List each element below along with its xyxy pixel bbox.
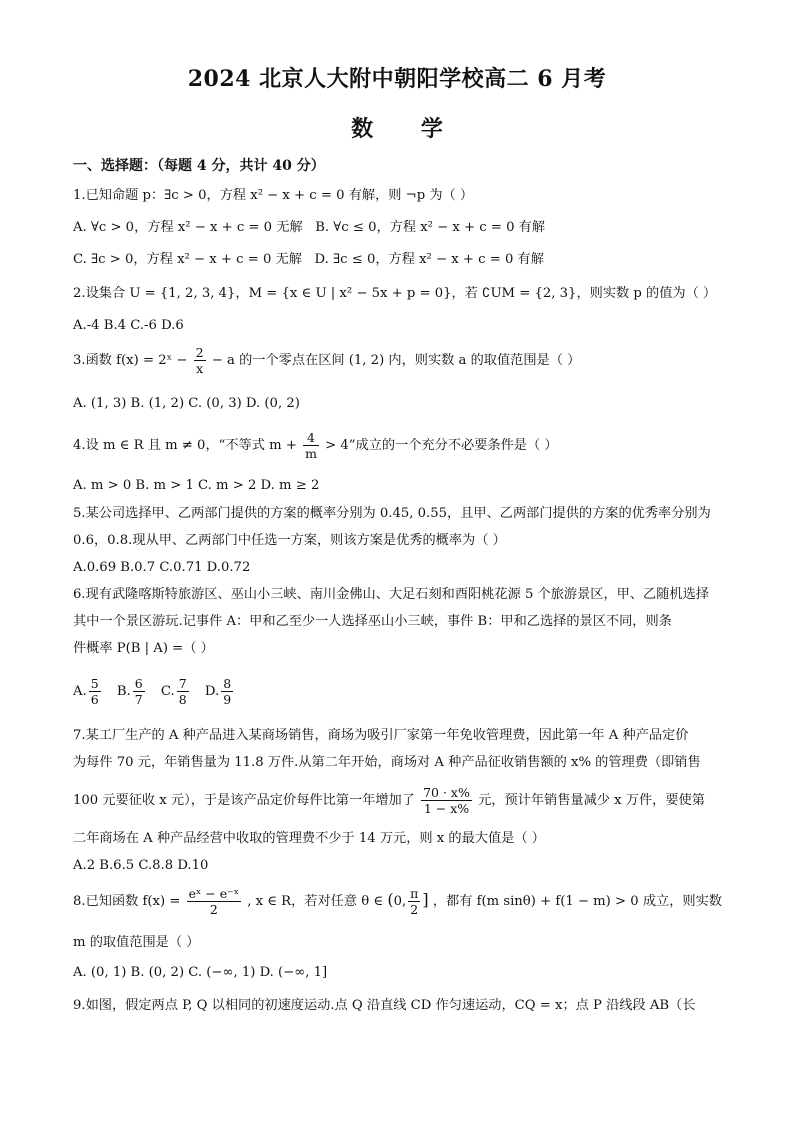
q8-frac-den: 2	[209, 902, 218, 917]
q8-stem-mid: , x ∈ R，若对任意 θ ∈	[247, 894, 384, 909]
q4-stem	[73, 430, 723, 461]
q3-frac-num: 2	[195, 345, 204, 360]
q1-option-d: D. ∃c ≤ 0，方程 x² − x + c = 0 有解	[314, 252, 544, 267]
q4-frac-num: 4	[303, 430, 319, 446]
q4-stem-pre: 4.设 m ∈ R 且 m ≠ 0，“不等式 m +	[73, 438, 297, 453]
q6-line3: 件概率 P(B | A) =（ ）	[73, 641, 214, 656]
q6-line1: 6.现有武隆喀斯特旅游区、巫山小三峡、南川金佛山、大足石刻和酉阳桃花源 5 个旅游景区，甲、乙随机选择	[73, 587, 709, 602]
q2-options: A.-4 B.4 C.-6 D.6	[73, 318, 184, 333]
q8-line2: m 的取值范围是（ ）	[73, 935, 200, 950]
q7-line1: 7.某工厂生产的 A 种产品进入某商场销售，商场为吸引厂家第一年免收管理费，因此第一年 A 种产品定价	[73, 728, 689, 743]
q6-option-a	[73, 676, 103, 707]
q1-stem: 1.已知命题 p：∃c > 0，方程 x² − x + c = 0 有解，则 ¬p 为（ ）	[73, 188, 474, 203]
q6-option-d-den: 9	[223, 692, 232, 707]
q1-options-row2	[73, 249, 723, 271]
q7-frac-num: 70 · x%	[423, 785, 470, 800]
section-heading: 一、选择题：（每题 4 分，共计 40 分）	[73, 158, 325, 174]
q2-stem: 2.设集合 U = {1, 2, 3, 4}，M = {x ∈ U | x² − 5x + p = 0}，若 ∁UM = {2, 3}，则实数 p 的值为（ ）	[73, 286, 717, 301]
q8-stem-pre: 8.已知函数 f(x) =	[73, 894, 181, 909]
q1-option-c: C. ∃c > 0，方程 x² − x + c = 0 无解	[73, 252, 302, 267]
q6-option-a-frac	[89, 676, 101, 707]
q6-option-a-label: A.	[73, 684, 87, 699]
q1-options-row1	[73, 217, 723, 239]
q6-option-c-num: 7	[178, 676, 187, 691]
q8-interval-close: ]	[422, 890, 429, 909]
q5-line2: 0.6，0.8.现从甲、乙两部门中任选一方案，则该方案是优秀的概率为（ ）	[73, 533, 506, 548]
q8-frac-num: eˣ − e⁻ˣ	[188, 886, 239, 901]
q8-interval-open: (	[387, 890, 394, 909]
q1-option-a: A. ∀c > 0，方程 x² − x + c = 0 无解	[73, 220, 303, 235]
q7-frac-den: 1 − x%	[423, 801, 470, 816]
q6-option-d-label: D.	[204, 684, 220, 699]
q8-interval-den: 2	[410, 902, 419, 917]
q4-fraction	[303, 430, 319, 461]
exam-title: 2024 北京人大附中朝阳学校高二 6 月考	[187, 66, 607, 92]
q7-line4: 二年商场在 A 种产品经营中收取的管理费不少于 14 万元，则 x 的最大值是（ ）	[73, 831, 545, 846]
subject-title: 数 学	[351, 116, 443, 142]
q8-stem-post: ，都有 f(m sinθ) + f(1 − m) > 0 成立，则实数	[432, 894, 722, 909]
q6-option-c-frac	[177, 676, 189, 707]
q8-interval-num: π	[410, 886, 419, 901]
q3-fraction	[194, 345, 206, 376]
q6-option-b	[116, 676, 147, 707]
q3-frac-den: x	[196, 361, 204, 376]
q6-option-a-num: 5	[90, 676, 99, 691]
q7-line2: 为每件 70 元，年销售量为 11.8 万件.从第二年开始，商场对 A 种产品征收销售额的 x% 的管理费（即销售	[73, 755, 701, 770]
q8-interval-frac	[408, 886, 420, 917]
q4-options: A. m > 0 B. m > 1 C. m > 2 D. m ≥ 2	[73, 478, 320, 493]
q3-stem	[73, 345, 723, 376]
q7-options: A.2 B.6.5 C.8.8 D.10	[73, 858, 209, 873]
q6-option-c-label: C.	[160, 684, 175, 699]
q7-line3	[73, 785, 723, 816]
q7-fraction	[421, 785, 472, 816]
q1-option-b: B. ∀c ≤ 0，方程 x² − x + c = 0 有解	[315, 220, 546, 235]
q3-stem-post: − a 的一个零点在区间 (1, 2) 内，则实数 a 的取值范围是（ ）	[211, 353, 581, 368]
q6-option-d-num: 8	[223, 676, 232, 691]
q5-options: A.0.69 B.0.7 C.0.71 D.0.72	[73, 560, 251, 575]
q6-option-d	[204, 676, 235, 707]
q6-option-b-num: 6	[134, 676, 143, 691]
q6-option-d-frac	[221, 676, 233, 707]
q3-options: A. (1, 3) B. (1, 2) C. (0, 3) D. (0, 2)	[73, 396, 300, 411]
q6-options	[73, 676, 723, 707]
q8-options: A. (0, 1) B. (0, 2) C. (−∞, 1) D. (−∞, 1]	[73, 965, 328, 980]
q6-option-b-den: 7	[134, 692, 143, 707]
q6-option-c-den: 8	[178, 692, 187, 707]
q8-fraction	[187, 886, 241, 917]
q4-stem-post: > 4”成立的一个充分不必要条件是（ ）	[325, 438, 558, 453]
q9-line1: 9.如图，假定两点 P, Q 以相同的初速度运动.点 Q 沿直线 CD 作匀速运动，CQ = x；点 P 沿线段 AB（长	[73, 998, 696, 1013]
q7-line3-post: 元，预计年销售量减少 x 万件，要使第	[478, 793, 705, 808]
q4-frac-den: m	[305, 446, 317, 461]
q6-option-a-den: 6	[90, 692, 99, 707]
q6-line2: 其中一个景区游玩.记事件 A：甲和乙至少一人选择巫山小三峡，事件 B：甲和乙选择的景区不同，则条	[73, 614, 672, 629]
q7-line3-pre: 100 元要征收 x 元），于是该产品定价每件比第一年增加了	[73, 793, 415, 808]
q3-stem-pre: 3.函数 f(x) = 2ˣ −	[73, 353, 188, 368]
q6-option-c	[160, 676, 191, 707]
q5-line1: 5.某公司选择甲、乙两部门提供的方案的概率分别为 0.45, 0.55，且甲、乙两部门提供的方案的优秀率分别为	[73, 506, 711, 521]
q8-stem: 8.已知函数 f(x) = $\frac{\text{eˣ − e⁻ˣ}}{2}$ , x ∈ R，若对任意 θ ∈ (0, $\frac{\pi}{2}$ ] ，都有 f(m sinθ) + f(1 − m) > 0 成立，则实数	[73, 886, 722, 917]
q6-option-b-frac	[133, 676, 145, 707]
q6-option-b-label: B.	[116, 684, 131, 699]
